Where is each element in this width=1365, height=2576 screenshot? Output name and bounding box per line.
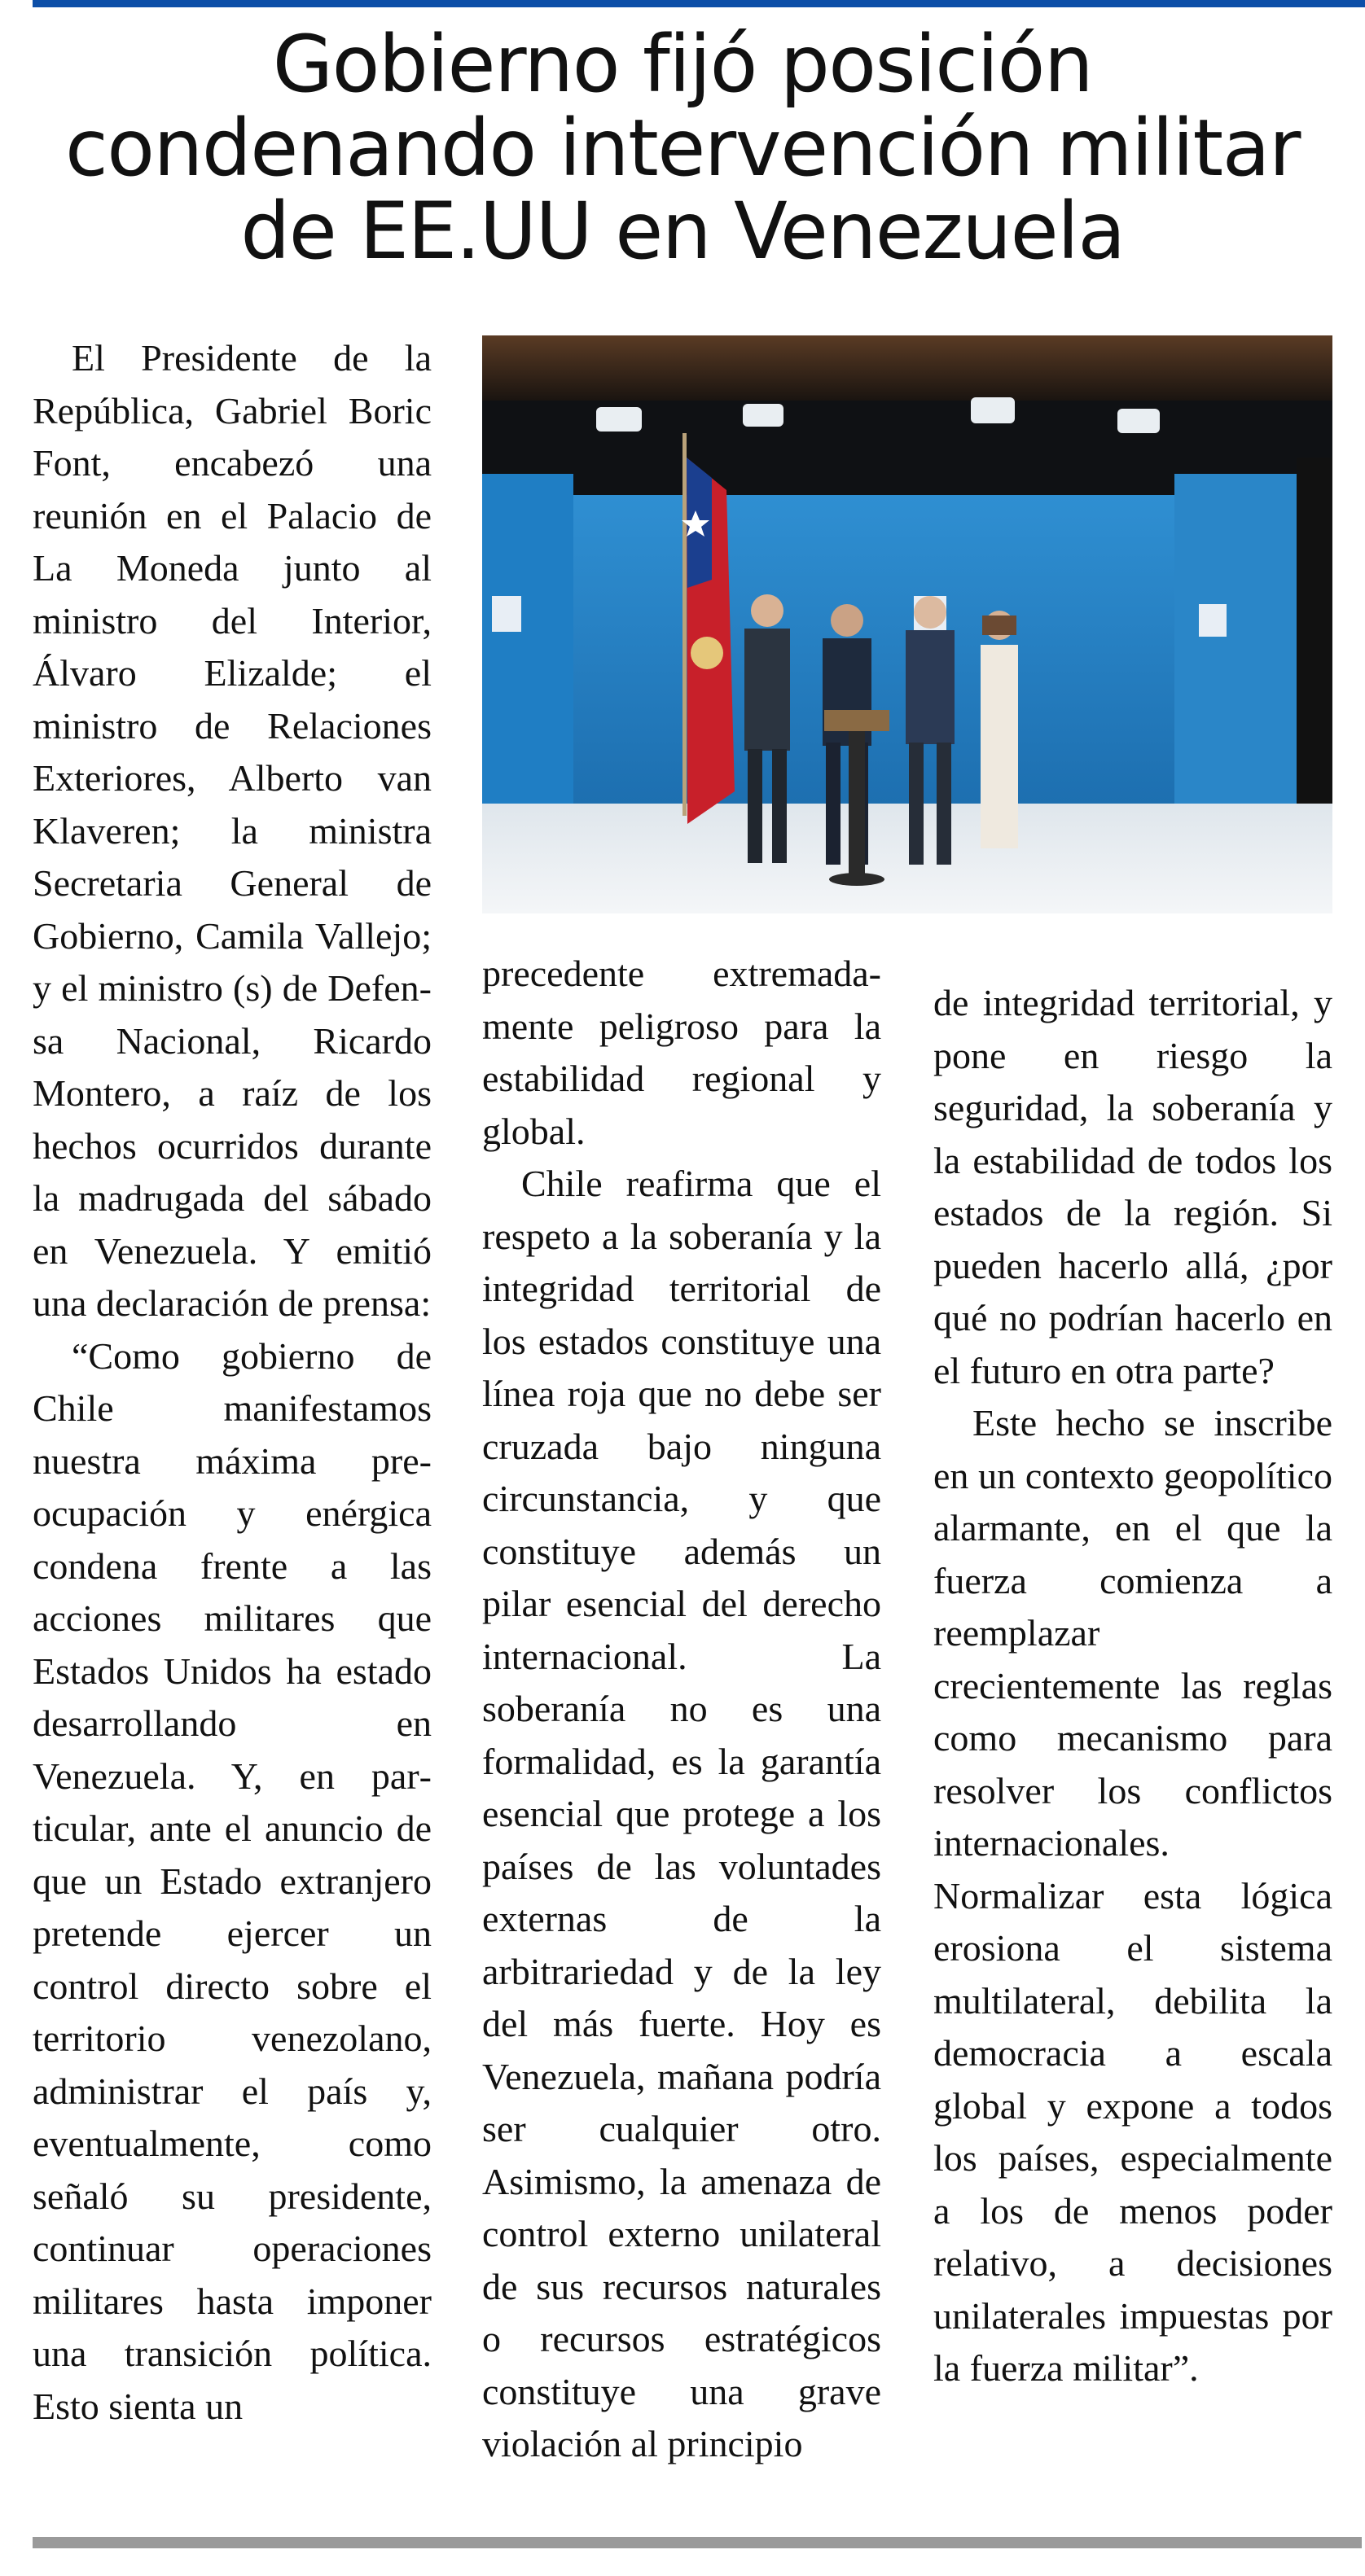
paragraph: El Presidente de la República, Gabriel Boric Font, encabezó una reunión en el Palacio de La Moneda junto al ministro del Interior, Álvaro Elizalde; el ministro de Relaciones Exteriores, Alberto van Klaveren; la ministra Secretaria General de Gobierno, Camila Vallejo; y el ministro (s) de Defensa Nacional, Ricardo Montero, a raíz de los hechos ocurridos durante la madrugada del sábado en Venezuela. Y emitió una declaración de prensa: [33,337,432,1324]
bottom-rule [33,2537,1362,2548]
top-rule [33,0,1365,7]
paragraph: precedente extremadamente peligroso para la estabilidad regional y global. [482,953,881,1152]
article-column-2 [482,948,881,2471]
article-column-1 [33,332,432,2433]
article-photo [482,335,1332,913]
paragraph: Este hecho se inscribe en un contexto geopolítico alarmante, en el que la fuerza comienza a reemplazar crecientemente las reglas como mecanismo para resolver los conflictos internacionales. Normalizar esta lógica erosiona el sistema multilateral, debilita la democracia a escala global y expone a todos los países, especialmente a los de menos poder relativo, a decisiones unilaterales impuestas por la fuerza militar”. [933,1402,1332,2389]
paragraph: Chile reafirma que el respeto a la soberanía y la integridad territorial de los estados constituye una línea roja que no debe ser cruzada bajo ninguna circunstancia, y que constituye además un pilar esencial del derecho internacional. La soberanía no es una formalidad, es la garantía esencial que protege a los países de las voluntades externas de la arbitrariedad y de la ley del más fuerte. Hoy es Venezuela, mañana podría ser cualquier otro. Asimismo, la amenaza de control externo unilateral de sus recursos naturales o recursos estratégicos constituye una grave violación al principio [482,1163,881,2464]
article-headline: Gobierno fijó posición condenando intervención militar de EE.UU en Venezuela [65,19,1300,278]
paragraph: de integridad territorial, y pone en riesgo la seguridad, la soberanía y la estabilidad de todos los estados de la región. Si pueden hacerlo allá, ¿por qué no podrían hacerlo en el futuro en otra parte? [933,982,1332,1391]
article-column-3 [933,977,1332,2395]
paragraph: “Como gobierno de Chile manifestamos nuestra máxima preocupación y enérgica condena frente a las acciones militares que Estados Unidos ha estado desarrollando en Venezuela. Y, en particular, ante el anuncio de que un Estado extranjero pretende ejercer un control directo sobre el territorio venezolano, administrar el país y, eventualmente, como señaló su presidente, continuar operaciones militares hasta imponer una transición política. Esto sienta un [33,1334,432,2427]
